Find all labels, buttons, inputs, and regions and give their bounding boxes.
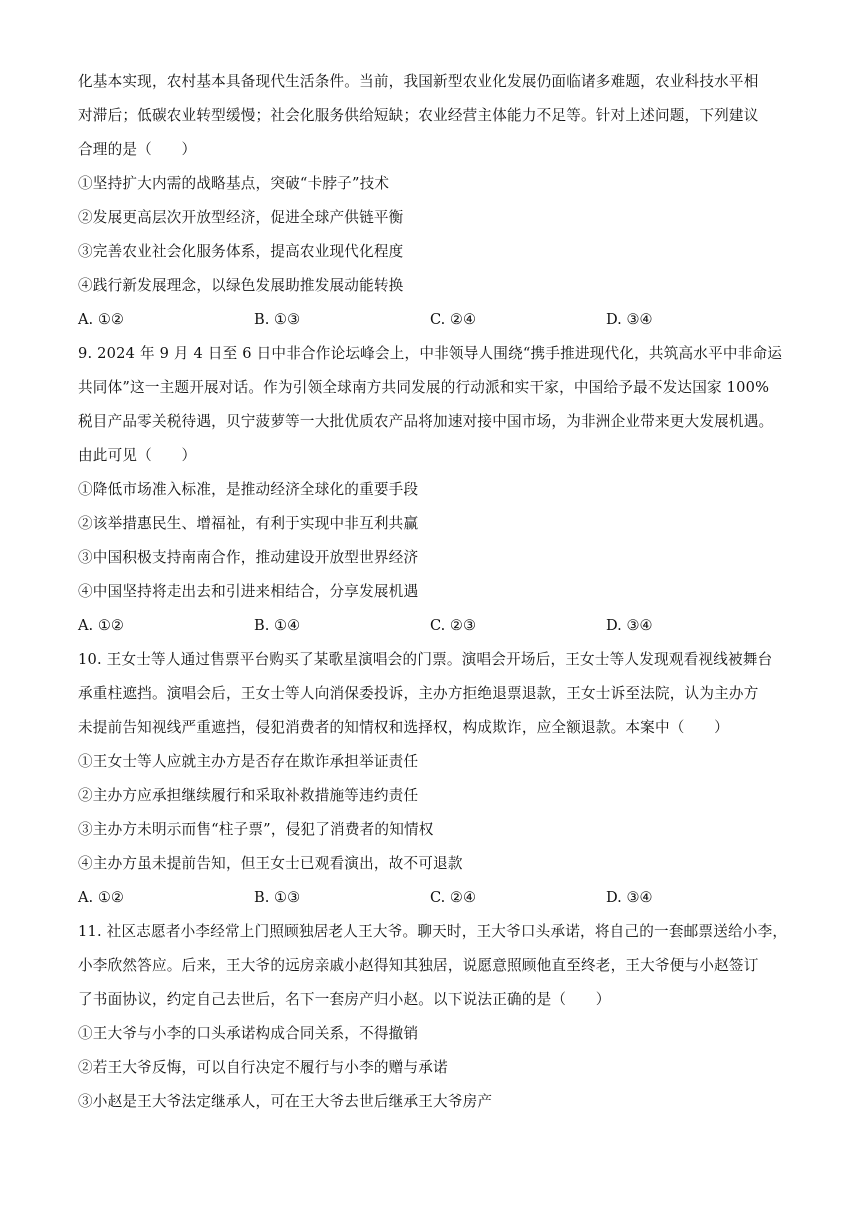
- q10-option-a: A. ①②: [78, 889, 124, 906]
- q9-item-4: ④中国坚持将走出去和引进来相结合，分享发展机遇: [78, 583, 419, 600]
- q10-item-4: ④主办方虽未提前告知，但王女士已观看演出，故不可退款: [78, 855, 463, 872]
- q10-item-2: ②主办方应承担继续履行和采取补救措施等违约责任: [78, 787, 419, 804]
- q9-option-a: A. ①②: [78, 617, 124, 634]
- q8-option-b: B. ①③: [254, 311, 301, 328]
- q9-item-2: ②该举措惠民生、增福祉，有利于实现中非互利共赢: [78, 515, 419, 532]
- q9-option-b: B. ①④: [254, 617, 301, 634]
- q11-line-1: 11. 社区志愿者小李经常上门照顾独居老人王大爷。聊天时，王大爷口头承诺，将自己的一套邮票送给小李，: [78, 923, 788, 940]
- q10-line-1: 10. 王女士等人通过售票平台购买了某歌星演唱会的门票。演唱会开场后，王女士等人发现观看视线被舞台: [78, 651, 773, 668]
- q10-item-3: ③主办方未明示而售“柱子票”，侵犯了消费者的知情权: [78, 821, 434, 838]
- q9-option-d: D. ③④: [606, 617, 653, 634]
- q8-item-4: ④践行新发展理念，以绿色发展助推发展动能转换: [78, 277, 404, 294]
- q8-line-1: 化基本实现，农村基本具备现代生活条件。当前，我国新型农业化发展仍面临诸多难题，农业科技水平相: [78, 73, 759, 90]
- q9-line-4: 由此可见（ ）: [78, 447, 197, 464]
- q9-item-1: ①降低市场准入标准，是推动经济全球化的重要手段: [78, 481, 419, 498]
- q10-line-2: 承重柱遮挡。演唱会后，王女士等人向消保委投诉，主办方拒绝退票退款，王女士诉至法院，认为主办方: [78, 685, 759, 702]
- q11-line-3: 了书面协议，约定自己去世后，名下一套房产归小赵。以下说法正确的是（ ）: [78, 991, 611, 1008]
- q8-option-d: D. ③④: [606, 311, 653, 328]
- q8-item-2: ②发展更高层次开放型经济，促进全球产供链平衡: [78, 209, 404, 226]
- q8-item-3: ③完善农业社会化服务体系，提高农业现代化程度: [78, 243, 404, 260]
- q9-line-3: 税目产品零关税待遇，贝宁菠萝等一大批优质农产品将加速对接中国市场，为非洲企业带来更大发展机遇。: [78, 413, 774, 430]
- q10-option-d: D. ③④: [606, 889, 653, 906]
- q8-line-3: 合理的是（ ）: [78, 141, 197, 158]
- q8-item-1: ①坚持扩大内需的战略基点，突破“卡脖子”技术: [78, 175, 390, 192]
- q10-option-c: C. ②④: [430, 889, 477, 906]
- q8-option-a: A. ①②: [78, 311, 124, 328]
- q9-option-c: C. ②③: [430, 617, 477, 634]
- q11-item-2: ②若王大爷反悔，可以自行决定不履行与小李的赠与承诺: [78, 1059, 448, 1076]
- q10-option-b: B. ①③: [254, 889, 301, 906]
- q8-option-c: C. ②④: [430, 311, 477, 328]
- q10-line-3: 未提前告知视线严重遮挡，侵犯消费者的知情权和选择权，构成欺诈，应全额退款。本案中（ ）: [78, 719, 729, 736]
- q11-item-3: ③小赵是王大爷法定继承人，可在王大爷去世后继承王大爷房产: [78, 1093, 493, 1110]
- q9-line-2: 共同体”这一主题开展对话。作为引领全球南方共同发展的行动派和实干家，中国给予最不发达国家 100%: [78, 379, 770, 396]
- q8-line-2: 对滞后；低碳农业转型缓慢；社会化服务供给短缺；农业经营主体能力不足等。针对上述问题，下列建议: [78, 107, 759, 124]
- q10-item-1: ①王女士等人应就主办方是否存在欺诈承担举证责任: [78, 753, 419, 770]
- q9-item-3: ③中国积极支持南南合作，推动建设开放型世界经济: [78, 549, 419, 566]
- q9-line-1: 9. 2024 年 9 月 4 日至 6 日中非合作论坛峰会上，中非领导人围绕“携手推进现代化，共筑高水平中非命运: [78, 345, 783, 362]
- q11-item-1: ①王大爷与小李的口头承诺构成合同关系，不得撤销: [78, 1025, 419, 1042]
- q11-line-2: 小李欣然答应。后来，王大爷的远房亲戚小赵得知其独居，说愿意照顾他直至终老，王大爷便与小赵签订: [78, 957, 759, 974]
